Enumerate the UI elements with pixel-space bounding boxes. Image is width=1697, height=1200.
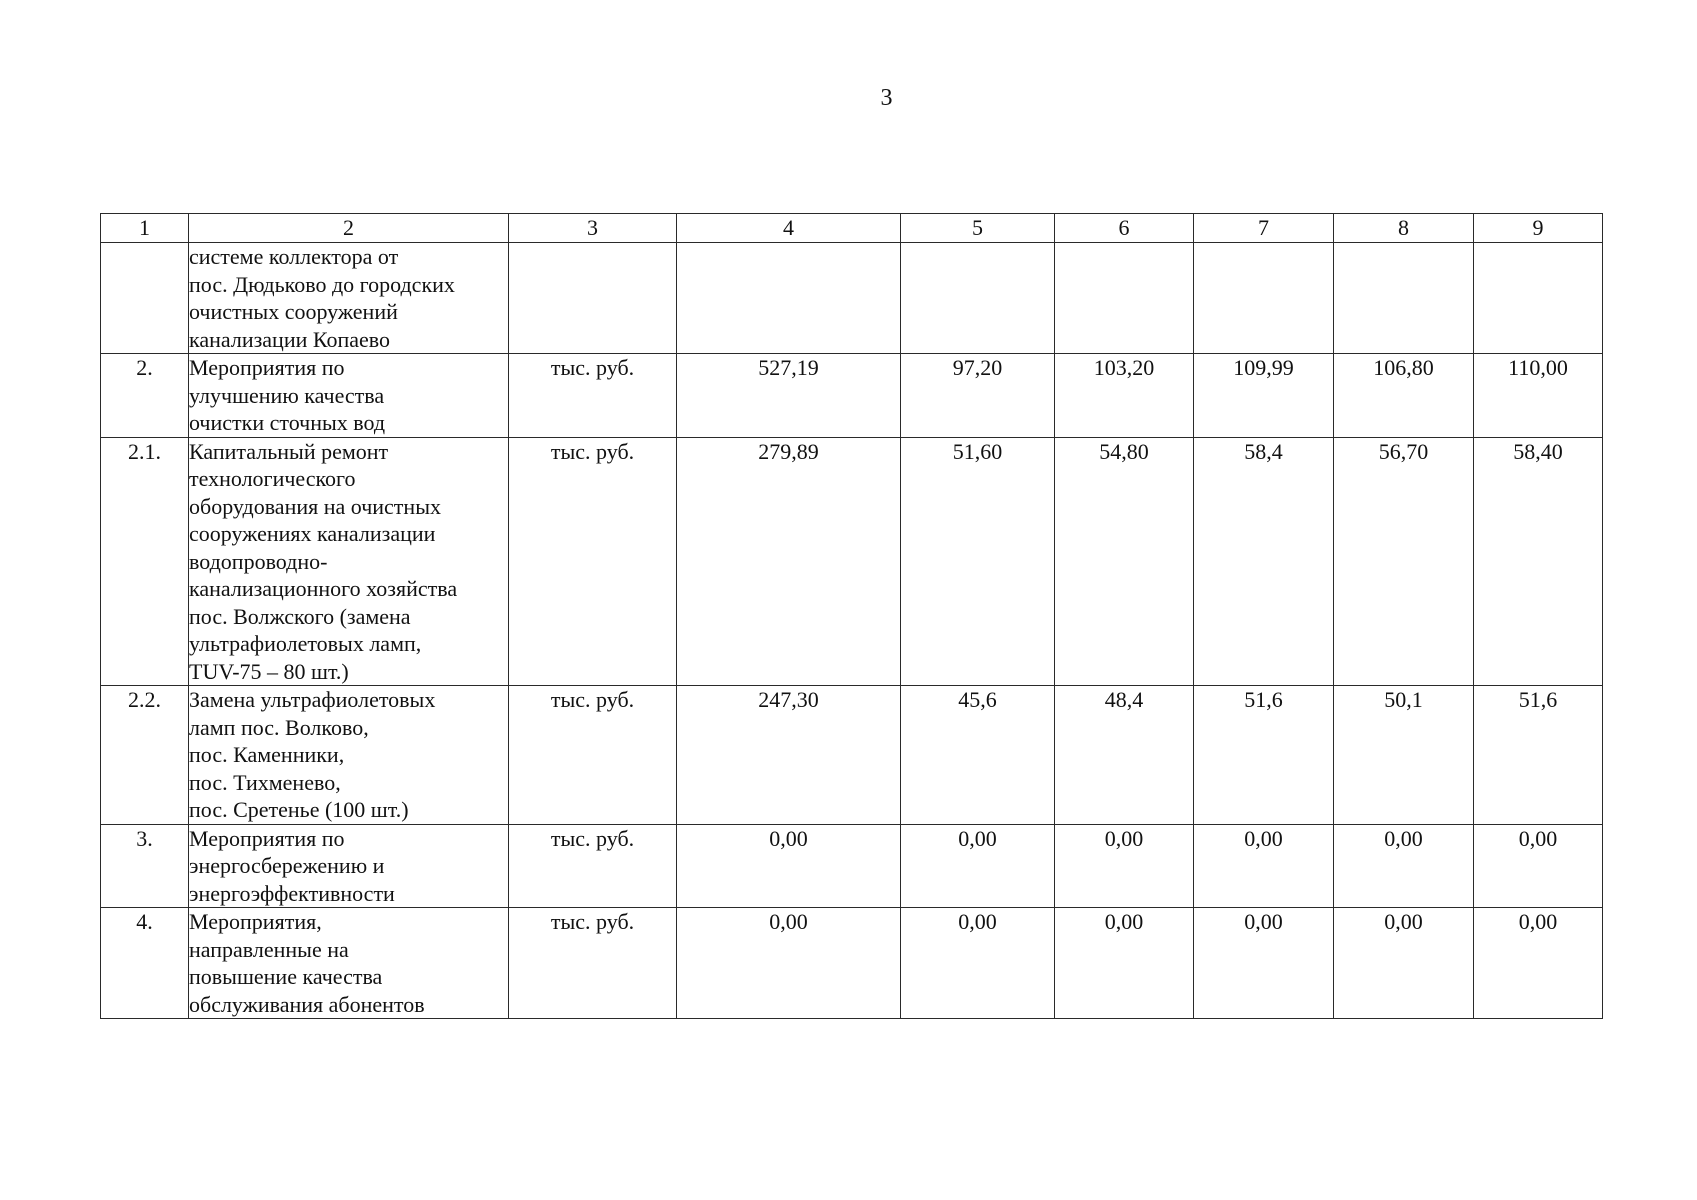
row-value-col-4: 247,30 [677,686,901,825]
row-value-col-8: 0,00 [1334,908,1474,1019]
header-cell: 3 [509,214,677,243]
row-value-col-7: 58,4 [1194,437,1334,686]
row-name [189,437,509,686]
row-name-line: сооружениях канализации [189,521,436,546]
row-value-col-4: 279,89 [677,437,901,686]
row-value-col-5: 0,00 [901,824,1055,908]
row-number: 3. [101,824,189,908]
row-unit: тыс. руб. [509,686,677,825]
row-name-line: энергосбережению и [189,853,385,878]
row-value-col-5: 51,60 [901,437,1055,686]
row-name-line: технологического [189,466,356,491]
row-value-col-8: 106,80 [1334,354,1474,438]
row-value-col-5: 97,20 [901,354,1055,438]
row-value-col-6 [1055,243,1194,354]
table-row [101,908,1603,1019]
row-value-col-9: 51,6 [1474,686,1603,825]
header-cell: 8 [1334,214,1474,243]
row-name [189,354,509,438]
row-name-line: ламп пос. Волково, [189,714,369,740]
row-value-col-6: 0,00 [1055,824,1194,908]
header-cell: 9 [1474,214,1603,243]
row-value-col-9: 58,40 [1474,437,1603,686]
table-row [101,437,1603,686]
row-value-col-4 [677,243,901,354]
row-name-line: направленные на [189,936,349,962]
row-name-line: очистки сточных вод [189,410,386,435]
row-value-col-5: 0,00 [901,908,1055,1019]
row-name-line: оборудования на очистных [189,493,441,519]
row-unit [509,243,677,354]
table-header-row [101,214,1603,243]
table-row [101,243,1603,354]
row-name-line: системе коллектора от [189,244,399,269]
row-value-col-5 [901,243,1055,354]
row-name-line: канализационного хозяйства [189,576,458,601]
table-row [101,824,1603,908]
row-value-col-5: 45,6 [901,686,1055,825]
row-value-col-7: 109,99 [1194,354,1334,438]
row-number: 4. [101,908,189,1019]
row-value-col-8: 0,00 [1334,824,1474,908]
row-name-line: очистных сооружений [189,299,398,324]
row-unit: тыс. руб. [509,824,677,908]
row-name [189,824,509,908]
header-cell: 2 [189,214,509,243]
row-name-line: пос. Сретенье (100 шт.) [189,797,409,822]
row-unit: тыс. руб. [509,437,677,686]
row-value-col-7 [1194,243,1334,354]
row-name-line: пос. Каменники, [189,742,345,767]
row-number: 2. [101,354,189,438]
row-name [189,908,509,1019]
row-value-col-6: 103,20 [1055,354,1194,438]
row-value-col-4: 527,19 [677,354,901,438]
table-row [101,354,1603,438]
row-name-line: повышение качества [189,964,383,989]
row-value-col-9: 0,00 [1474,824,1603,908]
row-name-line: пос. Тихменево, [189,769,341,795]
row-unit: тыс. руб. [509,354,677,438]
row-name-line: канализации Копаево [189,326,390,352]
row-value-col-9: 0,00 [1474,908,1603,1019]
row-name-line: Мероприятия по [189,355,345,380]
header-cell: 1 [101,214,189,243]
header-cell: 4 [677,214,901,243]
row-unit: тыс. руб. [509,908,677,1019]
row-name-line: улучшению качества [189,382,385,408]
row-number [101,243,189,354]
row-value-col-8: 56,70 [1334,437,1474,686]
row-value-col-7: 0,00 [1194,908,1334,1019]
row-name-line: Замена ультрафиолетовых [189,687,436,712]
row-name-line: обслуживания абонентов [189,991,425,1017]
row-value-col-9: 110,00 [1474,354,1603,438]
row-name-line: Мероприятия по [189,825,345,851]
header-cell: 6 [1055,214,1194,243]
row-value-col-4: 0,00 [677,824,901,908]
row-name-line: пос. Дюдьково до городских [189,271,455,297]
page-number: 3 [880,85,893,111]
row-value-col-4: 0,00 [677,908,901,1019]
row-number: 2.2. [101,686,189,825]
row-value-col-6: 48,4 [1055,686,1194,825]
row-value-col-8: 50,1 [1334,686,1474,825]
row-name-line: ультрафиолетовых ламп, [189,631,422,656]
row-number: 2.1. [101,437,189,686]
row-value-col-6: 0,00 [1055,908,1194,1019]
row-name-line: энергоэффективности [189,880,395,906]
row-value-col-7: 0,00 [1194,824,1334,908]
budget-table [100,213,1603,1019]
row-name-line: водопроводно- [189,548,328,574]
row-value-col-7: 51,6 [1194,686,1334,825]
header-cell: 5 [901,214,1055,243]
row-value-col-8 [1334,243,1474,354]
row-value-col-9 [1474,243,1603,354]
header-cell: 7 [1194,214,1334,243]
row-name-line: пос. Волжского (замена [189,603,411,629]
row-name [189,243,509,354]
row-name-line: Мероприятия, [189,909,322,934]
row-name-line: TUV-75 – 80 шт.) [189,658,349,684]
row-value-col-6: 54,80 [1055,437,1194,686]
row-name-line: Капитальный ремонт [189,438,389,464]
table-row [101,686,1603,825]
row-name [189,686,509,825]
